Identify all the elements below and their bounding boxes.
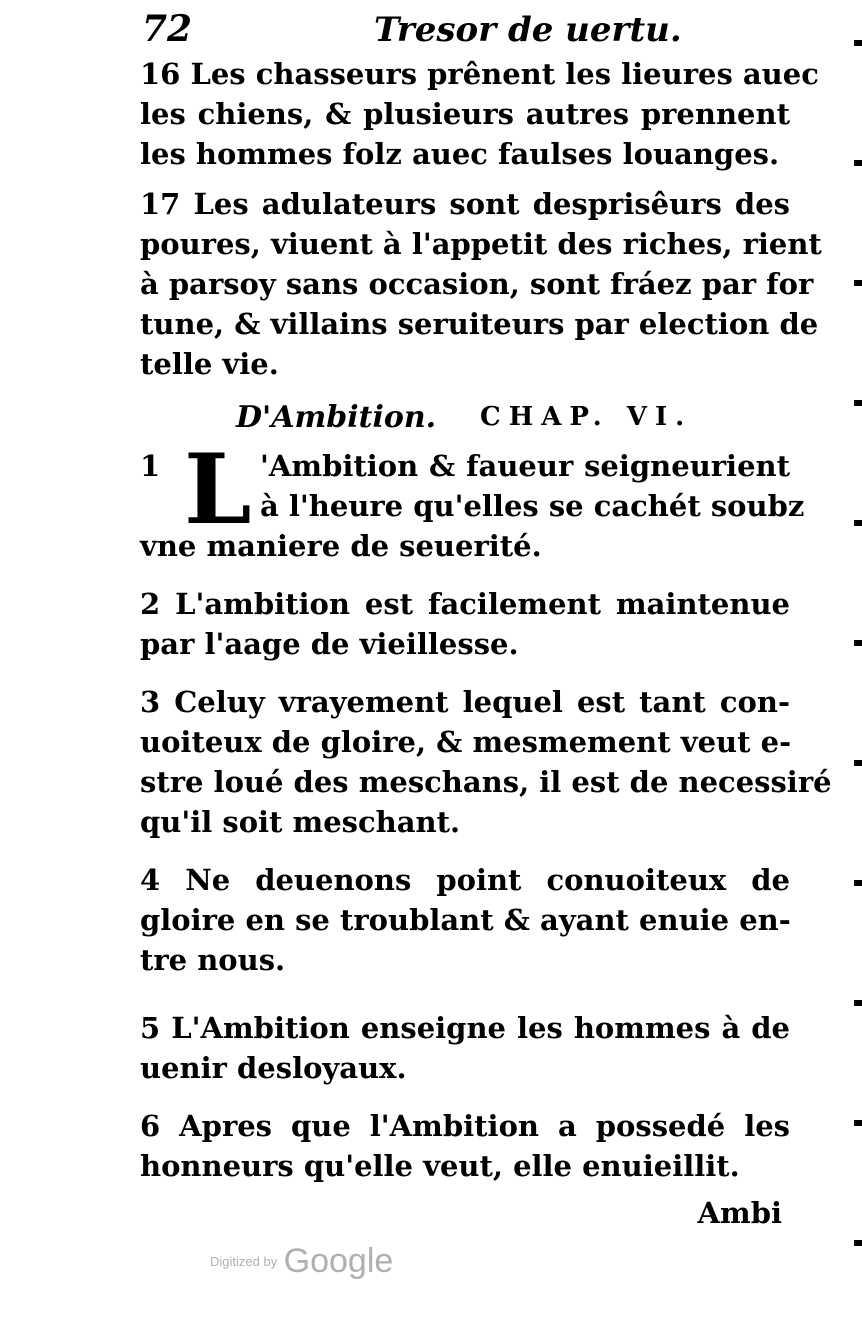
text-line: 4 Ne deuenons point conuoiteux de xyxy=(140,863,790,897)
text-line: vne maniere de seuerité. xyxy=(140,529,542,563)
text-line: 6 Apres que l'Ambition a possedé les xyxy=(140,1109,790,1143)
paragraph-1 xyxy=(140,433,805,566)
text-line: qu'il soit meschant. xyxy=(140,805,461,839)
text-line: les chiens, & plusieurs autres prennent xyxy=(140,97,790,131)
chapter-title: D'Ambition. xyxy=(236,400,437,435)
paragraph-6 xyxy=(140,1106,790,1186)
watermark-prefix: Digitized by xyxy=(210,1254,278,1269)
text-line: uoiteux de gloire, & mesmement veut e- xyxy=(140,725,792,759)
text-line: honneurs qu'elle veut, elle enuieillit. xyxy=(140,1149,740,1183)
text-line: les hommes folz auec faulses louanges. xyxy=(140,137,780,171)
google-logo: Google xyxy=(283,1242,394,1280)
paragraph-4 xyxy=(140,860,790,980)
paragraph-3 xyxy=(140,682,832,842)
text-line: à l'heure qu'elles se cachét soubz xyxy=(260,489,805,523)
text-line: 17 Les adulateurs sont desprisêurs des xyxy=(140,187,790,221)
drop-cap-letter: L xyxy=(184,433,252,546)
text-line: à parsoy sans occasion, sont fráez par for xyxy=(140,267,814,301)
page-body xyxy=(140,54,832,1186)
text-line: 16 Les chasseurs prênent les lieures auec xyxy=(140,57,819,91)
paragraph-2 xyxy=(140,584,790,664)
text-line: uenir desloyaux. xyxy=(140,1051,407,1085)
text-line: tune, & villains seruiteurs par election de xyxy=(140,307,819,341)
digitization-watermark xyxy=(210,1242,393,1281)
chapter-label: CHAP. VI. xyxy=(480,402,693,432)
catchword: Ambi xyxy=(697,1196,782,1230)
text-line: par l'aage de vieillesse. xyxy=(140,627,519,661)
text-line: poures, viuent à l'appetit des riches, rient xyxy=(140,227,822,261)
text-line: gloire en se troublant & ayant enuie en- xyxy=(140,903,791,937)
paragraph-17 xyxy=(140,184,822,384)
text-line: 2 L'ambition est facilement maintenue xyxy=(140,587,790,621)
text-line: 3 Celuy vrayement lequel est tant con- xyxy=(140,685,790,719)
text-line: 'Ambition & faueur seigneurient xyxy=(260,449,790,483)
text-line: stre loué des meschans, il est de necessiré xyxy=(140,765,832,799)
text-line: telle vie. xyxy=(140,347,279,381)
page-header xyxy=(142,8,682,54)
text-line: 5 L'Ambition enseigne les hommes à de xyxy=(140,1011,790,1045)
paragraph-number: 1 xyxy=(140,449,161,483)
running-title: Tresor de uertu. xyxy=(374,10,682,50)
page-edge-scan-artifact xyxy=(854,0,862,1324)
paragraph-5 xyxy=(140,1008,790,1088)
page-number: 72 xyxy=(142,8,193,50)
text-line: tre nous. xyxy=(140,943,286,977)
paragraph-16 xyxy=(140,54,819,174)
